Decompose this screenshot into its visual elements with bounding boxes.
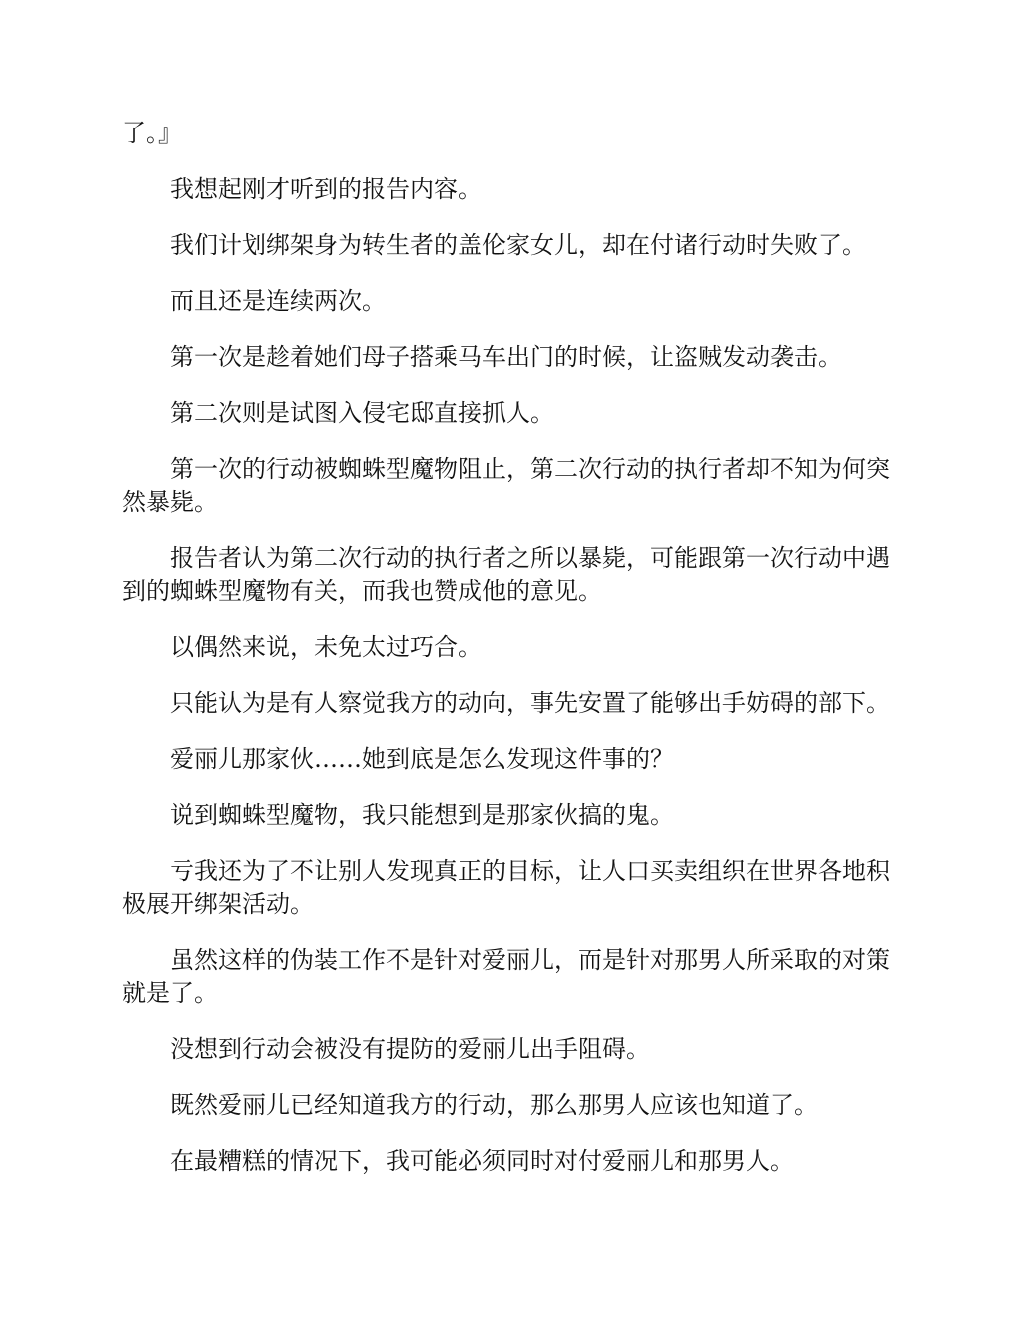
paragraph: 亏我还为了不让别人发现真正的目标，让人口买卖组织在世界各地积极展开绑架活动。 — [122, 857, 890, 918]
document-page — [122, 117, 902, 1201]
paragraph: 只能认为是有人察觉我方的动向，事先安置了能够出手妨碍的部下。 — [170, 689, 890, 717]
paragraph: 我们计划绑架身为转生者的盖伦家女儿，却在付诸行动时失败了。 — [170, 231, 866, 259]
paragraph: 而且还是连续两次。 — [170, 287, 386, 315]
paragraph: 爱丽儿那家伙……她到底是怎么发现这件事的？ — [170, 745, 674, 773]
paragraph: 以偶然来说，未免太过巧合。 — [170, 633, 482, 661]
paragraph: 说到蜘蛛型魔物，我只能想到是那家伙搞的鬼。 — [170, 801, 674, 829]
paragraph: 第一次的行动被蜘蛛型魔物阻止，第二次行动的执行者却不知为何突然暴毙。 — [122, 455, 890, 516]
paragraph: 虽然这样的伪装工作不是针对爱丽儿，而是针对那男人所采取的对策就是了。 — [122, 946, 890, 1007]
paragraph: 第一次是趁着她们母子搭乘马车出门的时候，让盗贼发动袭击。 — [170, 343, 842, 371]
paragraph: 我想起刚才听到的报告内容。 — [170, 175, 482, 203]
paragraph: 没想到行动会被没有提防的爱丽儿出手阻碍。 — [170, 1035, 650, 1063]
paragraph: 第二次则是试图入侵宅邸直接抓人。 — [170, 399, 554, 427]
paragraph: 既然爱丽儿已经知道我方的行动，那么那男人应该也知道了。 — [170, 1091, 818, 1119]
paragraph: 在最糟糕的情况下，我可能必须同时对付爱丽儿和那男人。 — [170, 1147, 794, 1175]
paragraph: 报告者认为第二次行动的执行者之所以暴毙，可能跟第一次行动中遇到的蜘蛛型魔物有关，而我也赞成他的意见。 — [122, 544, 890, 605]
paragraph: 了。』 — [122, 119, 182, 147]
